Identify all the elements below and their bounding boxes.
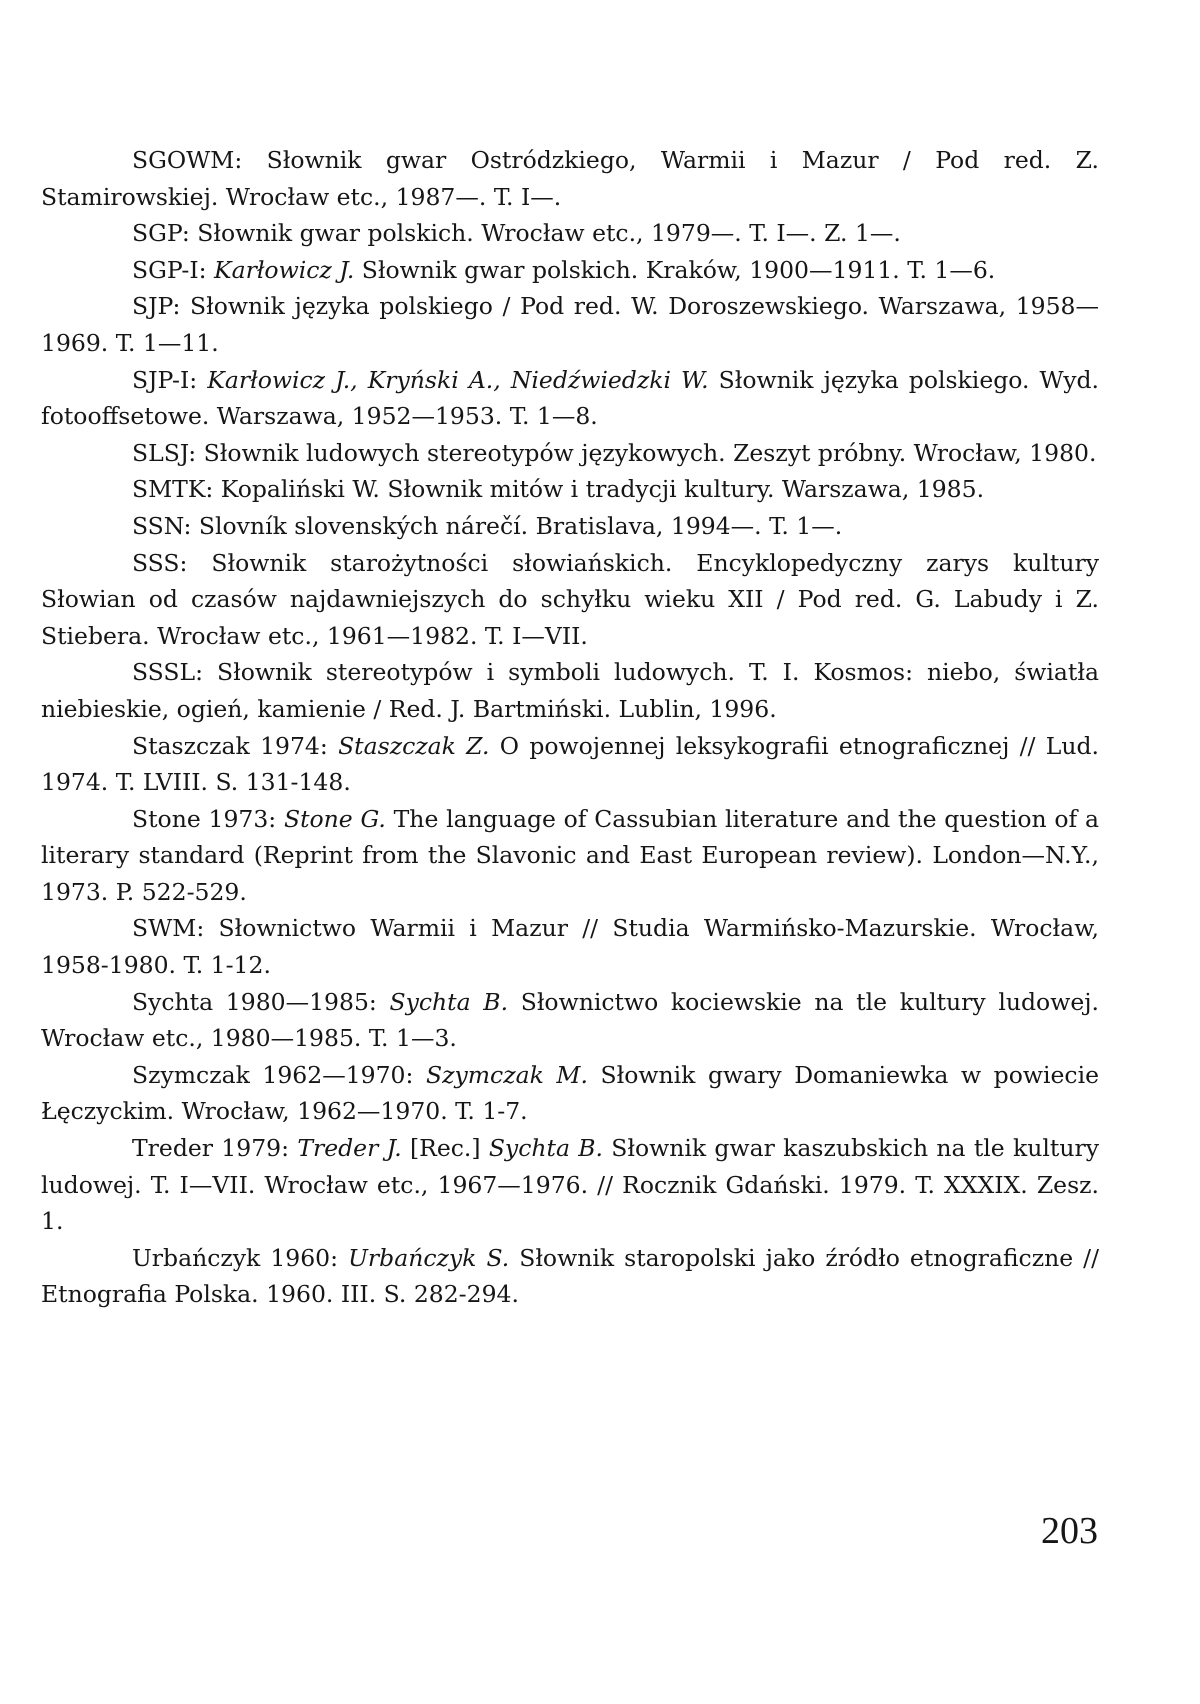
bibliography-entry [41,728,1099,801]
author-name: Urbańczyk S. [348,1243,510,1272]
bibliography-entry [41,1130,1099,1240]
author-name: Sychta B. [488,1134,603,1163]
entry-text: Słownik języka polskiego. Wyd. fotooffsetowe. Warszawa, 1952—1953. T. 1—8. [41,365,1099,431]
author-name: Szymczak M. [426,1060,588,1089]
bibliography-entry [41,508,1099,545]
entry-text: SGP: Słownik gwar polskich. Wrocław etc., 1979—. T. I—. Z. 1—. [132,219,901,248]
entry-text: Słownik gwar kaszubskich na tle kultury ludowej. T. I—VII. Wrocław etc., 1967—1976. // Rocznik Gdański. 1979. T. XXXIX. Zesz. 1. [41,1134,1099,1236]
bibliography-entry [41,984,1099,1057]
bibliography-entry [41,1057,1099,1130]
entry-text: SSS: Słownik starożytności słowiańskich. Encyklopedyczny zarys kultury Słowian od czasów najdawniejszych do schyłku wieku XII / Pod red. G. Labudy i Z. Stiebera. Wrocław etc., 1961—1982. T. I—VII. [41,548,1099,650]
entry-text: SLSJ: Słownik ludowych stereotypów językowych. Zeszyt próbny. Wrocław, 1980. [132,438,1097,467]
entry-text: Szymczak 1962—1970: [132,1060,427,1089]
bibliography-list [41,142,1099,1313]
bibliography-entry [41,362,1099,435]
bibliography-entry [41,435,1099,472]
entry-text: SMTK: Kopaliński W. Słownik mitów i tradycji kultury. Warszawa, 1985. [132,475,985,504]
entry-text: SGP-I: [132,255,215,284]
entry-text: SSSL: Słownik stereotypów i symboli ludowych. T. I. Kosmos: niebo, światła niebieskie, ogień, kamienie / Red. J. Bartmiński. Lublin, 1996. [41,658,1099,723]
entry-text: SGOWM: Słownik gwar Ostródzkiego, Warmii i Mazur / Pod red. Z. Stamirowskiej. Wrocław etc., 1987—. T. I—. [41,146,1099,211]
entry-text: SSN: Slovník slovenských nárečí. Bratislava, 1994—. T. 1—. [132,511,843,540]
author-name: Staszczak Z. [338,731,490,760]
bibliography-entry [41,654,1099,727]
bibliography-entry [41,910,1099,983]
bibliography-entry [41,801,1099,911]
bibliography-entry [41,471,1099,508]
entry-text: Słownik gwar polskich. Kraków, 1900—1911. T. 1—6. [354,255,996,284]
bibliography-entry [41,1240,1099,1313]
author-name: Treder J. [297,1134,402,1163]
entry-text: The language of Cassubian literature and the question of a literary standard (Reprint from the Slavonic and East European review). London—N.Y., 1973. P. 522-529. [41,804,1100,906]
entry-text: Staszczak 1974: [132,731,339,760]
bibliography-entry [41,288,1099,361]
author-name: Sychta B. [389,987,509,1016]
entry-text: Stone 1973: [132,804,284,833]
entry-text: O powojennej leksykografii etnograficznej // Lud. 1974. T. LVIII. S. 131-148. [41,731,1099,797]
entry-text: [Rec.] [401,1134,489,1163]
author-name: Karłowicz J. [214,255,355,284]
bibliography-entry [41,215,1099,252]
entry-text: Słownictwo kociewskie na tle kultury ludowej. Wrocław etc., 1980—1985. T. 1—3. [41,987,1099,1053]
entry-text: Słownik gwary Domaniewka w powiecie Łęczyckim. Wrocław, 1962—1970. T. 1-7. [41,1060,1099,1126]
entry-text: Treder 1979: [132,1134,298,1163]
page-number: 203 [1041,1510,1098,1552]
entry-text: Sychta 1980—1985: [132,987,390,1016]
entry-text: Słownik staropolski jako źródło etnograficzne // Etnografia Polska. 1960. III. S. 282-294. [41,1243,1099,1309]
bibliography-entry [41,142,1099,215]
author-name: Stone G. [283,804,386,833]
entry-text: SWM: Słownictwo Warmii i Mazur // Studia Warmińsko-Mazurskie. Wrocław, 1958-1980. T. 1-12. [41,914,1099,980]
entry-text: Urbańczyk 1960: [132,1243,349,1272]
entry-text: SJP-I: [132,365,208,394]
bibliography-entry [41,252,1099,289]
bibliography-entry [41,545,1099,655]
author-name: Karłowicz J., Kryński A., Niedźwiedzki W. [207,365,709,394]
entry-text: SJP: Słownik języka polskiego / Pod red. W. Doroszewskiego. Warszawa, 1958—1969. T. 1—11. [41,292,1099,357]
